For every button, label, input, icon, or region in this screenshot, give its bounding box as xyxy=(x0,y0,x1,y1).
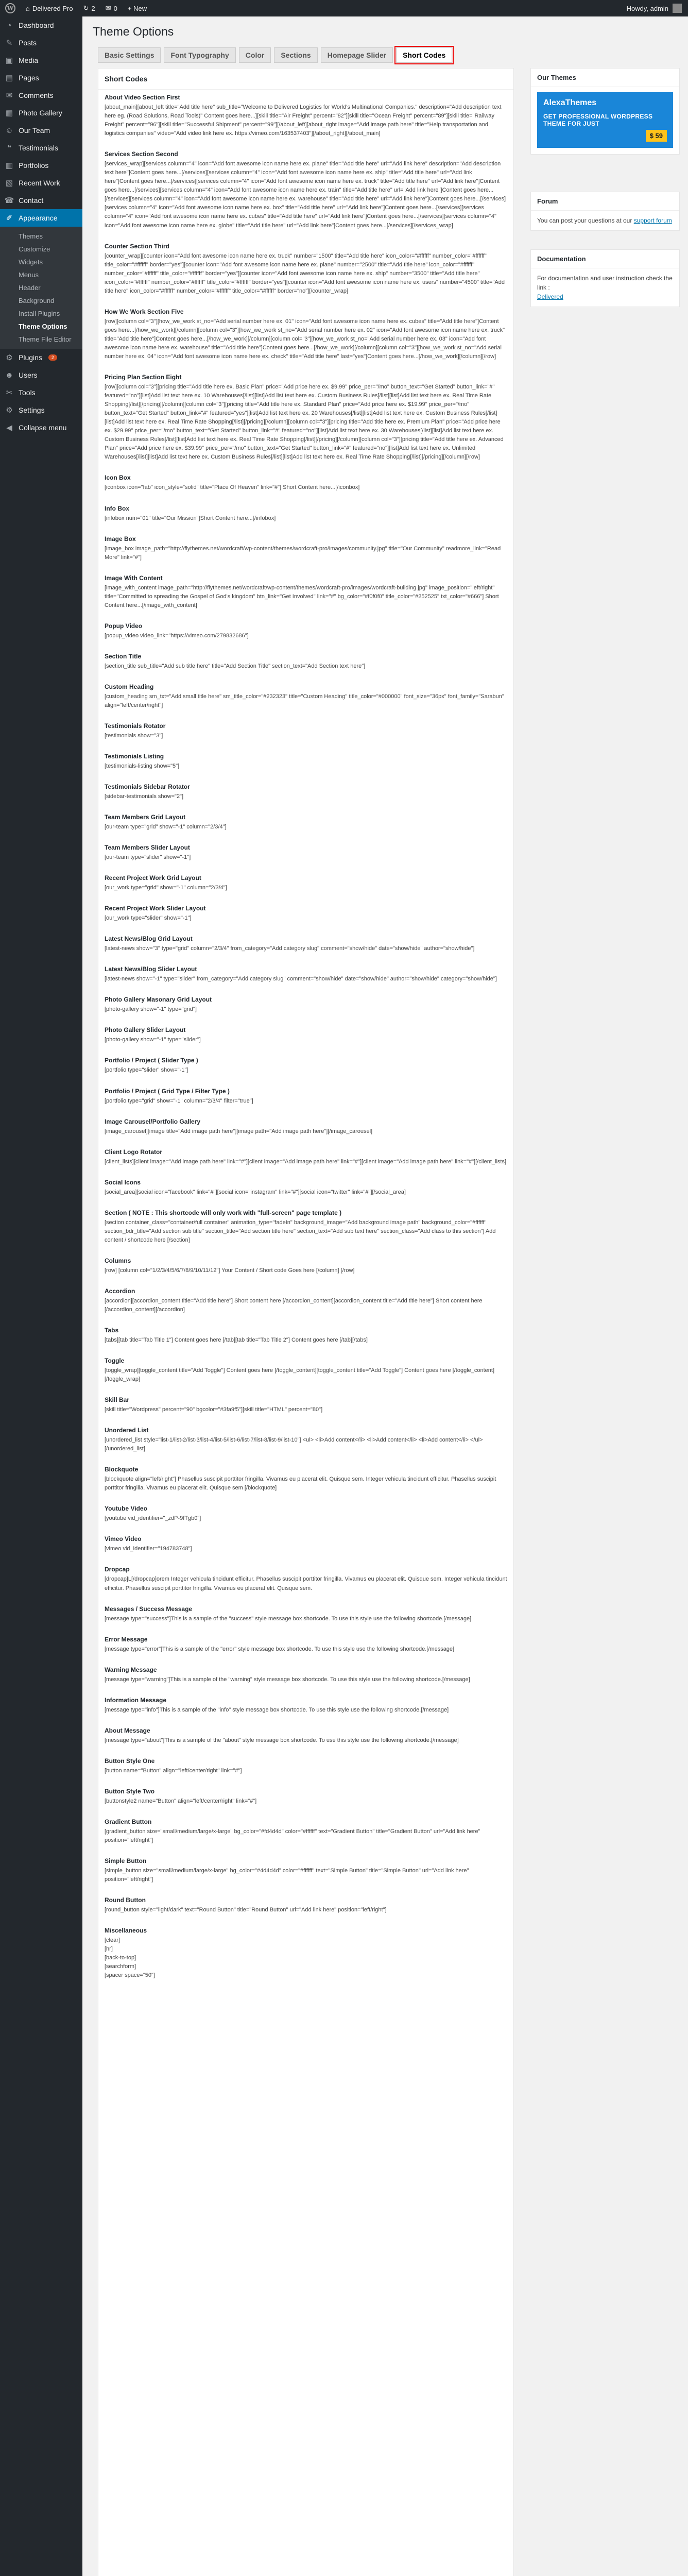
shortcode-title: Button Style Two xyxy=(105,1787,155,1795)
page-title: Theme Options xyxy=(93,25,174,38)
shortcode-section xyxy=(105,1057,507,1075)
shortcode-section xyxy=(105,722,507,740)
shortcode-section xyxy=(105,1727,507,1745)
shortcode-section xyxy=(105,474,507,492)
shortcode-section xyxy=(105,1788,507,1806)
shortcode-title: Toggle xyxy=(105,1357,125,1365)
menu-item-label: Settings xyxy=(19,406,45,414)
support-forum-link[interactable]: support forum xyxy=(633,217,672,224)
submenu-item-background[interactable]: Background xyxy=(19,297,55,304)
menu-item-dashboard[interactable] xyxy=(0,16,82,34)
page-icon: ▤ xyxy=(5,74,13,82)
shortcode-section xyxy=(105,1396,507,1414)
menu-item-settings[interactable] xyxy=(0,401,82,419)
documentation-text: For documentation and user instruction check the link : xyxy=(537,275,673,291)
shortcode-title: Youtube Video xyxy=(105,1505,147,1513)
submenu-item-themes[interactable]: Themes xyxy=(19,232,43,240)
shortcode-title: Portfolio / Project ( Slider Type ) xyxy=(105,1057,198,1064)
shortcode-section xyxy=(105,1357,507,1384)
shortcode-code: [accordion][accordion_content title="Add title here"] Short content here [/accordion_content][accordion_content title="Add title here"] Short content here [/accordion_content][/accordion] xyxy=(105,1297,483,1313)
avatar xyxy=(673,4,682,13)
shortcode-section xyxy=(105,753,507,771)
shortcode-code: [iconbox icon="fab" icon_style="solid" title="Place Of Heaven" link="#"] Short Content here...[/iconbox] xyxy=(105,484,360,491)
comments-count: 0 xyxy=(113,4,117,12)
shortcode-section xyxy=(105,1605,507,1623)
forum-title: Forum xyxy=(531,192,679,211)
shortcode-code: [counter_wrap][counter icon="Add font awesome icon name here ex. truck" number="1500" title="Add title here" icon_color="#ffffff" number_color="#ffffff" title_color="#ffffff" border="yes"][counter icon="Add font awesome icon name here ex. plane" number="2500" title="Add title here" icon_color="#ffffff" number_color="#ffffff" title_color="#ffffff" border="yes"][counter icon="Add font awesome icon name here ex. ship" number="3500" title="Add title here" icon_color="#ffffff" number_color="#ffffff" title_color="#ffffff" border="yes"][counter icon="Add font awesome icon name here ex. users" number="4500" title="Add title here" icon_color="#ffffff" number_color="#ffffff" title_color="#ffffff" border="no"][/counter_wrap] xyxy=(105,252,505,294)
menu-item-label: Plugins xyxy=(19,353,42,362)
menu-item-label: Photo Gallery xyxy=(19,109,62,117)
shortcode-title: Latest News/Blog Slider Layout xyxy=(105,965,197,973)
shortcode-title: Team Members Grid Layout xyxy=(105,814,186,821)
briefcase-icon: ▧ xyxy=(5,179,13,188)
shortcode-code: [custom_heading sm_txt="Add small title here" sm_title_color="#232323" title="Custom Heading" title_color="#000000" font_size="36px" font_family="Sarabun" align="left/center/right"] xyxy=(105,693,504,708)
shortcode-code: [round_button style="light/dark" text="Round Button" title="Round Button" url="Add link here" position="left/right"] xyxy=(105,1907,387,1913)
shortcode-section xyxy=(105,1209,507,1245)
menu-item-label: Recent Work xyxy=(19,179,60,187)
shortcode-section xyxy=(105,1505,507,1523)
shortcode-section xyxy=(105,935,507,953)
panel-title: Short Codes xyxy=(98,69,513,90)
shortcode-section xyxy=(105,965,507,984)
menu-item-collapse-menu[interactable] xyxy=(0,419,82,436)
shortcode-code: [image_carousel][image title="Add image path here"][image path="Add image path here"][/image_carousel] xyxy=(105,1128,373,1134)
shortcode-title: Tabs xyxy=(105,1327,119,1334)
shortcode-title: Section ( NOTE : This shortcode will only work with "full-screen" page template ) xyxy=(105,1209,342,1216)
shortcode-code: [buttonstyle2 name="Button" align="left/center/right" link="#"] xyxy=(105,1798,257,1804)
shortcode-section xyxy=(105,1148,507,1166)
contact-icon: ☎ xyxy=(4,196,14,205)
shortcode-title: Columns xyxy=(105,1257,131,1264)
new-content-link[interactable] xyxy=(123,0,152,16)
submenu-item-header[interactable]: Header xyxy=(19,284,41,292)
menu-item-label: Portfolios xyxy=(19,161,49,170)
menu-item-testimonials[interactable] xyxy=(0,139,82,157)
plugin-icon: ⚙ xyxy=(6,353,13,362)
menu-item-users[interactable] xyxy=(0,366,82,384)
menu-item-plugins[interactable] xyxy=(0,349,82,366)
menu-item-label: Media xyxy=(19,56,39,64)
promo-price: $ 59 xyxy=(646,130,667,142)
tab-short-codes[interactable]: Short Codes xyxy=(396,47,452,63)
brush-icon: ✐ xyxy=(6,214,13,223)
shortcode-title: Image Carousel/Portfolio Gallery xyxy=(105,1117,201,1125)
shortcode-code: [about_main][about_left title="Add title here" sub_title="Welcome to Delivered Logistics for World's Multinational Companies." description="Add description text here eg. (Road Solutions, Road Tools)" Content goes here...][skill title="Air Freight" percent="82"][skill title="Ocean Freight" percent="89"][skill title="Railway Freight" percent="96"][skill title="Successful Shipment" percent="99"][/about_left][about_right image="Add image path here" title="Help transportation and logistics companies" video="Add video link here ex. https://vimeo.com/163537403"][/about_right][/about_main] xyxy=(105,104,502,137)
shortcode-code: [services_wrap][services column="4" icon="Add font awesome icon name here ex. plane" title="Add title here" url="Add link here" description="Add description text here"]Content goes here...[/services][services column="4" icon="Add font awesome icon name here ex. ship" title="Add title here" url="Add link here"]Content goes here...[/services][services column="4" icon="Add font awesome icon name here ex. truck" title="Add title here" url="Add link here"]Content goes here...[/services][services column="4" icon="Add font awesome icon name here ex. train" title="Add title here" url="Add link here"]Content goes here...[/services][services column="4" icon="Add font awesome icon name here ex. warehouse" title="Add title here" url="Add link here"]Content goes here...[/services][services column="4" icon="Add font awesome icon name here ex. box" title="Add title here" url="Add link here"]Content goes here...[/services][services column="4" icon="Add font awesome icon name here ex. cubes" title="Add title here" url="Add link here"]Content goes here...[/services][services column="4" icon="Add font awesome icon name here ex. globe" title="Add title here" url="Add link here"]Content goes here...[/services][/services_wrap] xyxy=(105,161,506,229)
shortcode-section xyxy=(105,150,507,230)
team-icon: ☺ xyxy=(5,126,13,135)
site-name-link[interactable] xyxy=(21,0,78,16)
collapse-icon: ◀ xyxy=(6,423,12,432)
shortcode-title: Client Logo Rotator xyxy=(105,1148,162,1156)
menu-item-posts[interactable] xyxy=(0,34,82,52)
forum-box xyxy=(530,192,680,231)
shortcode-code: [blockquote align="left/right"] Phasellus suscipit porttitor fringilla. Vivamus eu placerat elit. Quisque sem. Integer vehicula tincidunt efficitur. Phasellus suscipit porttitor fringilla. Vivamus eu placerat elit. Quisque sem [/blockquote] xyxy=(105,1476,496,1492)
shortcode-title: Miscellaneous xyxy=(105,1927,147,1935)
shortcode-title: Services Section Second xyxy=(105,150,178,158)
settings-icon: ⚙ xyxy=(6,406,13,415)
promo-tagline: GET PROFESSIONAL WORDPRESS THEME FOR JUST xyxy=(543,113,653,127)
shortcode-code: [latest-news show="-1" type="slider" from_category="Add category slug" comment="show/hide" date="show/hide" author="show/hide" category="show/hide"] xyxy=(105,976,497,982)
shortcode-code: [gradient_button size="small/medium/large/x-large" bg_color="#fd4d4d" color="#ffffff" text="Gradient Button" title="Gradient Button" url="Add link here" position="left/right"] xyxy=(105,1828,480,1843)
menu-item-label: Testimonials xyxy=(19,144,59,152)
our-themes-box xyxy=(530,68,680,155)
shortcode-title: About Video Section First xyxy=(105,94,180,101)
shortcode-section xyxy=(105,1287,507,1314)
tab-color[interactable]: Color xyxy=(239,47,271,63)
shortcode-title: Messages / Success Message xyxy=(105,1605,193,1613)
shortcode-section xyxy=(105,1026,507,1044)
shortcode-section xyxy=(105,1566,507,1592)
shortcode-code: [photo-gallery show="-1" type="grid"] xyxy=(105,1006,197,1013)
menu-item-label: Appearance xyxy=(19,214,58,222)
shortcode-section xyxy=(105,1179,507,1197)
submenu-item-theme-file-editor[interactable]: Theme File Editor xyxy=(19,335,72,343)
quote-icon: ❝ xyxy=(7,144,12,152)
shortcode-title: Blockquote xyxy=(105,1466,139,1473)
shortcode-section xyxy=(105,308,507,361)
shortcode-section xyxy=(105,622,507,640)
documentation-body xyxy=(531,268,679,307)
shortcode-section xyxy=(105,1118,507,1136)
shortcode-code: [simple_button size="small/medium/large/x-large" bg_color="#4d4d4d" color="#ffffff" text="Simple Button" title="Simple Button" url="Add link here" position="left/right"] xyxy=(105,1867,469,1883)
submenu-item-theme-options[interactable]: Theme Options xyxy=(19,323,67,330)
shortcode-section xyxy=(105,1427,507,1453)
shortcode-code: [our_work type="slider" show="-1"] xyxy=(105,915,192,922)
shortcode-code: [client_lists][client image="Add image path here" link="#"][client image="Add image path here" link="#"][client image="Add image path here" link="#"][/client_lists] xyxy=(105,1158,507,1165)
shortcode-title: Info Box xyxy=(105,504,129,512)
portfolio-icon: ▥ xyxy=(5,161,13,170)
shortcode-title: Testimonials Rotator xyxy=(105,722,166,730)
menu-item-comments[interactable] xyxy=(0,87,82,104)
shortcode-title: Social Icons xyxy=(105,1178,141,1186)
shortcode-code: [our-team type="slider" show="-1"] xyxy=(105,854,191,861)
menu-item-label: Posts xyxy=(19,39,37,47)
shortcode-section xyxy=(105,874,507,892)
shortcode-title: Vimeo Video xyxy=(105,1535,142,1543)
shortcode-code: [our-team type="grid" show="-1" column="2/3/4"] xyxy=(105,824,227,831)
shortcode-title: Information Message xyxy=(105,1696,167,1704)
shortcode-code: [unordered_list style="list-1/list-2/list-3/list-4/list-5/list-6/list-7/list-8/list-9/list-10"] <ul> <li>Add content</li> <li>Add content</li> <li>Add content</li> </ul> [/unordered_list] xyxy=(105,1437,483,1452)
shortcode-section xyxy=(105,1088,507,1106)
shortcode-section xyxy=(105,243,507,296)
shortcode-section xyxy=(105,1896,507,1914)
menu-item-appearance[interactable] xyxy=(0,209,82,227)
new-content-label: + New xyxy=(127,4,147,12)
shortcode-title: How We Work Section Five xyxy=(105,308,184,315)
menu-item-contact[interactable] xyxy=(0,192,82,209)
updates-link[interactable] xyxy=(78,0,100,16)
shortcode-section xyxy=(105,814,507,832)
shortcode-title: Popup Video xyxy=(105,622,143,630)
shortcode-section xyxy=(105,683,507,710)
admin-bar xyxy=(0,0,688,16)
appearance-submenu xyxy=(0,227,82,349)
menu-item-label: Tools xyxy=(19,388,36,397)
shortcode-list xyxy=(98,90,513,1996)
shortcode-code: [message type="info"]This is a sample of the "info" style message box shortcode. To use this style use the following shortcode.[/message] xyxy=(105,1706,449,1713)
shortcode-title: Image Box xyxy=(105,535,136,543)
tab-font-typography[interactable]: Font Typography xyxy=(164,47,235,63)
submenu-item-menus[interactable]: Menus xyxy=(19,271,39,279)
admin-menu xyxy=(0,16,82,2576)
shortcode-title: Warning Message xyxy=(105,1666,157,1673)
shortcode-code: [youtube vid_identifier="_zdP-9fTgb0"] xyxy=(105,1515,201,1522)
tools-icon: ✂ xyxy=(6,388,13,397)
shortcode-section xyxy=(105,1666,507,1684)
shortcode-title: Image With Content xyxy=(105,574,163,582)
shortcode-title: Pricing Plan Section Eight xyxy=(105,374,182,381)
shortcode-title: Testimonials Listing xyxy=(105,753,164,760)
shortcode-code: [skill title="Wordpress" percent="90" bgcolor="#3fa9f5"][skill title="HTML" percent="80"] xyxy=(105,1406,323,1413)
comments-link[interactable] xyxy=(100,0,123,16)
shortcode-code: [toggle_wrap][toggle_content title="Add Toggle"] Content goes here [/toggle_content][toggle_content title="Add Toggle"] Content goes here [/toggle_content][/toggle_wrap] xyxy=(105,1367,495,1383)
shortcode-code: [testimonials show="3"] xyxy=(105,732,163,739)
shortcode-section xyxy=(105,1857,507,1884)
shortcode-code: [image_with_content image_path="http://flythemes.net/wordcraft/wp-content/themes/wordcraft-pro/images/wordcraft-building.jpg" image_position="left/right" title="Committed to spreading the Gospel of God's kingdom" btn_link="Get Involved" link="#" bg_color="#f0f0f0" title_color="#252525" txt_color="#666"] Short Content here...[/image_with_content] xyxy=(105,584,499,608)
documentation-box xyxy=(530,249,680,307)
shortcode-section xyxy=(105,1466,507,1493)
shortcode-section xyxy=(105,1535,507,1553)
shortcode-code: [dropcap]L[/dropcap]orem Integer vehicula tincidunt efficitur. Phasellus suscipit porttitor fringilla. Vivamus eu placerat elit. Quisque sem. Integer vehicula tincidunt efficitur. Phasellus suscipit porttitor fringilla. Vivamus eu placerat elit. Quisque sem. xyxy=(105,1576,507,1591)
shortcode-code: [message type="error"]This is a sample of the "error" style message box shortcode. To use this style use the following shortcode.[/message] xyxy=(105,1646,455,1652)
shortcode-section xyxy=(105,1927,507,1980)
shortcode-code: [image_box image_path="http://flythemes.net/wordcraft/wp-content/themes/wordcraft-pro/images/community.jpg" title="Our Community" readmore_link="Read More" link="#"] xyxy=(105,545,501,561)
shortcode-section xyxy=(105,574,507,610)
shortcode-code: [row] [column col="1/2/3/4/5/6/7/8/9/10/11/12"] Your Content / Short code Goes here [/column] [/row] xyxy=(105,1267,355,1274)
shortcode-code: [row][column col="3"][pricing title="Add title here ex. Basic Plan" price="Add price here ex. $9.99" price_per="/mo" button_text="Get Started" button_link="#" featured="no"][list]Add list text here ex. 10 Warehouses[/list][list]Add list text here ex. Custom Business Rules[/list][list]Add list text here ex. Real Time Rate Shopping[/list][/pricing][/column][column col="3"][pricing title="Add title here ex. Standard Plan" price="Add price here ex. $19.99" price_per="/mo" button_text="Get Started" button_link="#" featured="yes"][list]Add list text here ex. 20 Warehouses[/list][list]Add list text here ex. Custom Business Rules[/list][list]Add list text here ex. Real Time Rate Shopping[/list][/pricing][/column][column col="3"][pricing title="Add title here ex. Premium Plan" price="Add price here ex. $29.99" price_per="/mo" button_text="Get Started" button_link="#" featured="no"][list]Add list text here ex. 30 Warehouses[/list][list]Add list text here ex. Custom Business Rules[/list][list]Add list text here ex. Real Time Rate Shopping[/list][/pricing][/column][column col="3"][pricing title="Add title here ex. Advanced Plan" price="Add price here ex. $39.99" price_per="/mo" button_text="Get Started" button_link="#" featured="no"][list]Add list text here ex. Unlimited Warehouses[/list][list]Add list text here ex. Custom Business Rules[/list][list]Add list text here ex. Real Time Rate Shopping[/list][/pricing][/column][/row] xyxy=(105,384,504,461)
shortcode-title: Simple Button xyxy=(105,1857,147,1865)
shortcode-section xyxy=(105,1697,507,1715)
shortcode-section xyxy=(105,1257,507,1275)
updates-icon: ↻ xyxy=(83,4,89,12)
shortcode-title: Accordion xyxy=(105,1287,135,1295)
home-icon: ⌂ xyxy=(26,4,30,12)
shortcode-code: [vimeo vid_identifier="194783748"] xyxy=(105,1546,192,1552)
plugins-update-badge: 2 xyxy=(48,354,57,361)
shortcode-code: [portfolio type="slider" show="-1"] xyxy=(105,1067,188,1074)
shortcode-title: Skill Bar xyxy=(105,1396,130,1404)
shortcode-code: [our_work type="grid" show="-1" column="2/3/4"] xyxy=(105,885,227,891)
shortcode-code: [row][column col="3"][how_we_work st_no="Add serial number here ex. 01" icon="Add font awesome icon name here ex. cubes" title="Add title here"]Content goes here...[/how_we_work][/column][column col="3"][how_we_work st_no="Add serial number here ex. 02" icon="Add font awesome icon name here ex. truck" title="Add title here"]Content goes here...[/how_we_work][/column][column col="3"][how_we_work st_no="Add serial number here ex. 03" icon="Add font awesome icon name here ex. warehouse" title="Add title here"]Content goes here...[/how_we_work][/column][column col="3"][how_we_work st_no="Add serial number here ex. 04" icon="Add font awesome icon name here ex. check" title="Add title here" last="yes"]Content goes here...[/how_we_work][/column][/row] xyxy=(105,318,505,360)
tab-basic-settings[interactable]: Basic Settings xyxy=(98,47,161,63)
shortcode-section xyxy=(105,535,507,562)
shortcode-code: [message type="success"]This is a sample of the "success" style message box shortcode. To use this style use the following shortcode.[/message] xyxy=(105,1615,472,1622)
shortcode-title: Section Title xyxy=(105,652,142,660)
shortcode-title: Counter Section Third xyxy=(105,242,169,250)
promo-brand: AlexaThemes xyxy=(543,98,597,107)
menu-item-media[interactable] xyxy=(0,52,82,69)
menu-item-label: Dashboard xyxy=(19,21,54,29)
shortcode-title: Button Style One xyxy=(105,1757,155,1765)
shortcode-code: [button name="Button" align="left/center/right" link="#"] xyxy=(105,1767,242,1774)
shortcode-section xyxy=(105,844,507,862)
menu-item-photo-gallery[interactable] xyxy=(0,104,82,122)
shortcode-title: Recent Project Work Grid Layout xyxy=(105,874,201,882)
menu-item-label: Our Team xyxy=(19,126,50,134)
shortcode-title: Unordered List xyxy=(105,1427,149,1434)
shortcode-section xyxy=(105,505,507,523)
dashboard-icon: ◔ xyxy=(7,21,12,30)
menu-item-label: Pages xyxy=(19,74,39,82)
shortcode-title: Photo Gallery Slider Layout xyxy=(105,1026,186,1034)
media-icon: ▣ xyxy=(5,56,13,65)
shortcode-title: About Message xyxy=(105,1726,150,1734)
menu-item-tools[interactable] xyxy=(0,384,82,401)
shortcode-code: [portfolio type="grid" show="-1" column="2/3/4" filter="true"] xyxy=(105,1097,253,1104)
menu-item-label: Comments xyxy=(19,91,54,99)
wp-logo-menu[interactable] xyxy=(0,0,21,16)
shortcode-code: [testimonials-listing show="5"] xyxy=(105,763,180,770)
submenu-item-install-plugins[interactable]: Install Plugins xyxy=(19,310,60,317)
shortcode-title: Dropcap xyxy=(105,1566,130,1573)
shortcode-section xyxy=(105,783,507,801)
updates-count: 2 xyxy=(91,4,95,12)
shortcode-title: Recent Project Work Slider Layout xyxy=(105,905,206,912)
our-themes-title: Our Themes xyxy=(531,69,679,87)
theme-promo-banner[interactable] xyxy=(537,92,673,148)
documentation-link[interactable]: Delivered xyxy=(537,293,563,300)
shortcode-title: Gradient Button xyxy=(105,1818,152,1825)
shortcode-code: [section container_class="container/full container" animation_type="fadeIn" background_image="Add background image path" background_color="#ffffff" section_bdr_title="Add section sub title" section_title="Add section title here" section_text="Add sub text here" section_class="Add class to this section"] Add content / shortcode here [/section] xyxy=(105,1219,496,1243)
shortcode-section xyxy=(105,1636,507,1654)
menu-item-label: Contact xyxy=(19,196,44,205)
shortcode-title: Testimonials Sidebar Rotator xyxy=(105,783,190,791)
tab-homepage-slider[interactable]: Homepage Slider xyxy=(321,47,393,63)
menu-item-label: Collapse menu xyxy=(19,423,67,432)
comment-bubble-icon: ✉ xyxy=(105,4,111,12)
documentation-title: Documentation xyxy=(531,250,679,268)
menu-item-our-team[interactable] xyxy=(0,122,82,139)
wordpress-logo-icon: W xyxy=(5,3,15,13)
shortcode-title: Latest News/Blog Grid Layout xyxy=(105,935,193,943)
menu-item-pages[interactable] xyxy=(0,69,82,87)
tab-sections[interactable]: Sections xyxy=(274,47,317,63)
comment-icon: ✉ xyxy=(6,91,13,100)
shortcode-code: [clear] [hr] [back-to-top] [searchform] [spacer space="50"] xyxy=(105,1937,156,1979)
forum-body xyxy=(531,211,679,230)
shortcode-code: [message type="warning"]This is a sample of the "warning" style message box shortcode. To use this style use the following shortcode.[/message] xyxy=(105,1676,470,1683)
shortcode-title: Icon Box xyxy=(105,474,131,482)
shortcode-title: Custom Heading xyxy=(105,683,154,690)
shortcode-title: Team Members Slider Layout xyxy=(105,844,190,852)
shortcode-code: [sidebar-testimonials show="2"] xyxy=(105,793,184,800)
tab-bar xyxy=(98,47,452,63)
shortcode-title: Photo Gallery Masonary Grid Layout xyxy=(105,996,212,1004)
shortcode-title: Portfolio / Project ( Grid Type / Filter Type ) xyxy=(105,1087,230,1095)
users-icon: ☻ xyxy=(5,370,13,380)
shortcode-code: [tabs][tab title="Tab Title 1"] Content goes here [/tab][tab title="Tab Title 2"] Content goes here [/tab][/tabs] xyxy=(105,1337,368,1343)
greeting-label: Howdy, admin xyxy=(626,4,668,12)
pin-icon: ✎ xyxy=(6,39,13,47)
forum-text: You can post your questions at our xyxy=(537,217,632,224)
account-menu[interactable] xyxy=(627,4,688,13)
menu-item-label: Users xyxy=(19,371,38,379)
shortcode-section xyxy=(105,1327,507,1345)
shortcode-section xyxy=(105,905,507,923)
gallery-icon: ▦ xyxy=(5,109,13,117)
shortcode-section xyxy=(105,1757,507,1775)
menu-item-recent-work[interactable] xyxy=(0,174,82,192)
shortcode-section xyxy=(105,1818,507,1845)
submenu-item-customize[interactable]: Customize xyxy=(19,245,50,253)
menu-item-portfolios[interactable] xyxy=(0,157,82,174)
shortcode-section xyxy=(105,94,507,138)
shortcode-code: [section_title sub_title="Add sub title here" title="Add Section Title" section_text="Add Section text here"] xyxy=(105,663,366,669)
shortcode-code: [photo-gallery show="-1" type="slider"] xyxy=(105,1037,201,1043)
shortcode-title: Round Button xyxy=(105,1896,146,1904)
shortcode-code: [latest-news show="3" type="grid" column="2/3/4" from_category="Add category slug" comment="show/hide" date="show/hide" author="show/hide"] xyxy=(105,945,475,952)
shortcode-code: [social_area][social icon="facebook" link="#"][social icon="instagram" link="#"][social icon="twitter" link="#"][/social_area] xyxy=(105,1189,406,1195)
shortcode-code: [popup_video video_link="https://vimeo.com/279832686"] xyxy=(105,632,249,639)
shortcodes-panel xyxy=(98,68,514,2576)
shortcode-section xyxy=(105,653,507,671)
shortcode-section xyxy=(105,996,507,1014)
site-name-label: Delivered Pro xyxy=(32,4,73,12)
shortcode-code: [message type="about"]This is a sample of the "about" style message box shortcode. To use this style use the following shortcode.[/message] xyxy=(105,1737,459,1743)
submenu-item-widgets[interactable]: Widgets xyxy=(19,258,43,266)
shortcode-section xyxy=(105,374,507,462)
shortcode-code: [infobox num="01" title="Our Mission"]Short Content here...[/infobox] xyxy=(105,515,276,521)
shortcode-title: Error Message xyxy=(105,1635,148,1643)
